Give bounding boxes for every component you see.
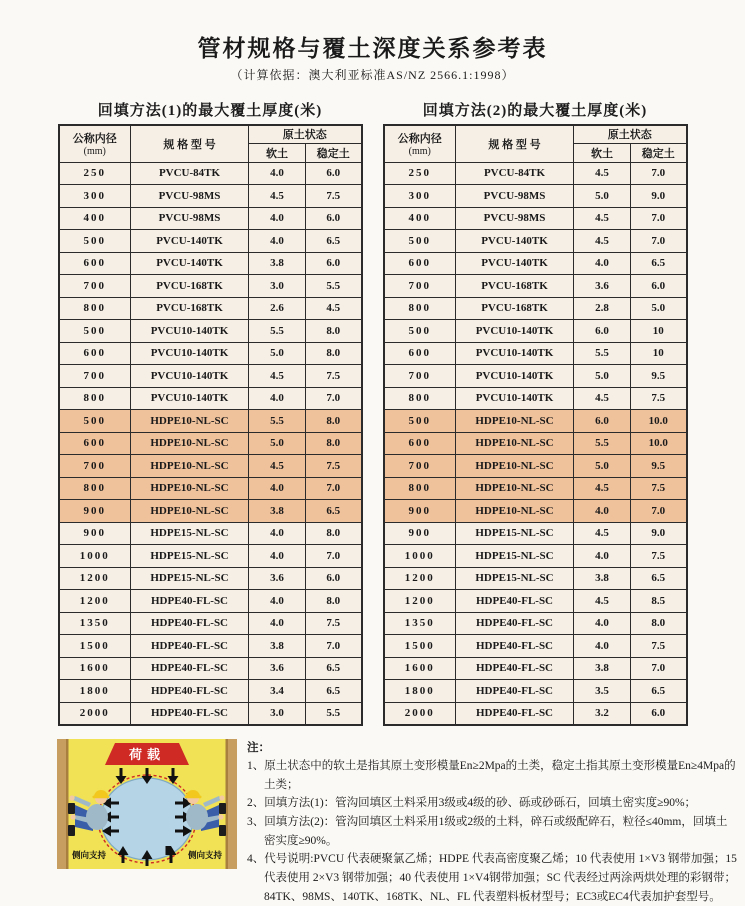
soft-soil-cell: 5.5 [574, 432, 631, 455]
diameter-cell: 600 [384, 252, 456, 275]
diameter-unit-label: (mm) [60, 146, 131, 157]
spec-cell: HDPE15-NL-SC [456, 522, 574, 545]
soft-soil-cell: 4.5 [574, 387, 631, 410]
diameter-cell: 1200 [384, 590, 456, 613]
soft-soil-cell: 4.0 [574, 500, 631, 523]
table-row [384, 320, 687, 343]
spec-cell: PVCU-140TK [131, 252, 249, 275]
table-row [59, 387, 362, 410]
diameter-cell: 500 [59, 230, 131, 253]
soft-soil-cell: 3.0 [249, 275, 306, 298]
stable-soil-cell: 10 [631, 320, 687, 343]
stable-soil-cell: 5.5 [306, 275, 362, 298]
stable-soil-cell: 6.0 [306, 567, 362, 590]
diameter-cell: 500 [59, 410, 131, 433]
soft-soil-cell: 3.6 [249, 657, 306, 680]
table-row [59, 275, 362, 298]
spec-cell: HDPE10-NL-SC [456, 500, 574, 523]
right-support-label: 侧向支持 [187, 850, 223, 860]
stable-soil-cell: 6.0 [306, 252, 362, 275]
diameter-cell: 500 [384, 320, 456, 343]
diameter-header-label: 公称内径 [385, 130, 456, 146]
stable-soil-cell: 6.5 [631, 252, 687, 275]
stable-soil-cell: 7.5 [306, 455, 362, 478]
stable-soil-cell: 6.5 [631, 680, 687, 703]
diameter-cell: 1500 [384, 635, 456, 658]
soft-soil-cell: 3.8 [574, 567, 631, 590]
diameter-cell: 700 [59, 275, 131, 298]
soft-soil-cell: 3.0 [249, 702, 306, 725]
diameter-cell: 900 [384, 500, 456, 523]
soft-soil-cell: 3.2 [574, 702, 631, 725]
soft-soil-cell: 4.0 [574, 545, 631, 568]
backfill-method-2-section [383, 99, 688, 726]
note-item-3: 3、回填方法(2)：管沟回填区土料采用1级或2级的土料，碎石或级配碎石，粒径≤40mm，回填土密实度≥90%。 [247, 813, 737, 850]
spec-cell: HDPE40-FL-SC [131, 702, 249, 725]
note-item-1: 1、原土状态中的软土是指其原土变形模量En≥2Mpa的土类，稳定土指其原土变形模量En≥4Mpa的土类； [247, 757, 737, 794]
stable-soil-header: 稳定土 [306, 143, 362, 162]
soft-soil-cell: 3.8 [249, 500, 306, 523]
diameter-cell: 700 [384, 455, 456, 478]
diameter-cell: 900 [59, 522, 131, 545]
diameter-cell: 1800 [59, 680, 131, 703]
spec-cell: HDPE40-FL-SC [131, 612, 249, 635]
note-item-2: 2、回填方法(1)：管沟回填区土料采用3级或4级的砂、砾或砂砾石，回填土密实度≥90%； [247, 794, 737, 813]
backfill-method-1-section [58, 99, 363, 726]
soft-soil-cell: 4.0 [249, 230, 306, 253]
diameter-cell: 600 [59, 432, 131, 455]
stable-soil-cell: 8.5 [631, 590, 687, 613]
table-row [59, 545, 362, 568]
spec-cell: HDPE40-FL-SC [131, 657, 249, 680]
stable-soil-cell: 7.0 [631, 500, 687, 523]
soft-soil-cell: 6.0 [574, 320, 631, 343]
stable-soil-cell: 9.5 [631, 365, 687, 388]
table-2-body [384, 162, 687, 725]
table-row [59, 320, 362, 343]
spec-cell: HDPE10-NL-SC [131, 477, 249, 500]
diameter-cell: 1600 [59, 657, 131, 680]
table-row [384, 432, 687, 455]
spec-cell: HDPE15-NL-SC [131, 522, 249, 545]
soft-soil-cell: 4.5 [574, 522, 631, 545]
pipe-cross-section [101, 778, 193, 860]
spec-cell: HDPE40-FL-SC [131, 680, 249, 703]
stable-soil-cell: 7.0 [306, 545, 362, 568]
soft-soil-cell: 4.0 [249, 477, 306, 500]
diameter-cell: 800 [59, 477, 131, 500]
soft-soil-cell: 4.5 [574, 590, 631, 613]
soft-soil-header: 软土 [574, 143, 631, 162]
stable-soil-cell: 7.0 [306, 477, 362, 500]
soft-soil-cell: 5.0 [574, 365, 631, 388]
diameter-cell: 400 [384, 207, 456, 230]
diameter-cell: 600 [384, 432, 456, 455]
diameter-cell: 500 [384, 410, 456, 433]
diameter-cell: 1000 [59, 545, 131, 568]
stable-soil-header: 稳定土 [631, 143, 687, 162]
table-row [59, 432, 362, 455]
pipe-load-illustration [57, 739, 237, 869]
table-row [59, 455, 362, 478]
stable-soil-cell: 8.0 [306, 590, 362, 613]
left-support-label: 侧向支持 [71, 850, 107, 860]
stable-soil-cell: 6.0 [631, 702, 687, 725]
spec-cell: HDPE40-FL-SC [131, 635, 249, 658]
stable-soil-cell: 6.5 [306, 680, 362, 703]
table-row [384, 185, 687, 208]
stable-soil-cell: 7.0 [631, 162, 687, 185]
soft-soil-cell: 2.8 [574, 297, 631, 320]
stable-soil-cell: 8.0 [306, 342, 362, 365]
stable-soil-cell: 6.0 [306, 207, 362, 230]
spec-cell: HDPE40-FL-SC [456, 680, 574, 703]
table-row [384, 365, 687, 388]
diameter-cell: 800 [384, 477, 456, 500]
soft-soil-cell: 4.0 [574, 612, 631, 635]
soil-state-header: 原土状态 [574, 125, 687, 143]
soft-soil-cell: 4.0 [574, 635, 631, 658]
stable-soil-cell: 7.0 [631, 230, 687, 253]
table-row [59, 477, 362, 500]
soft-soil-cell: 4.5 [574, 477, 631, 500]
diameter-cell: 700 [384, 275, 456, 298]
stable-soil-cell: 7.5 [306, 365, 362, 388]
diameter-header-label: 公称内径 [60, 130, 131, 146]
table-row [59, 162, 362, 185]
soft-soil-cell: 4.0 [249, 590, 306, 613]
table-row [59, 207, 362, 230]
spec-cell: PVCU10-140TK [131, 320, 249, 343]
soft-soil-cell: 2.6 [249, 297, 306, 320]
diameter-cell: 700 [384, 365, 456, 388]
stable-soil-cell: 4.5 [306, 297, 362, 320]
spec-cell: HDPE10-NL-SC [456, 410, 574, 433]
stable-soil-cell: 10 [631, 342, 687, 365]
table-row [384, 657, 687, 680]
diameter-cell: 700 [59, 455, 131, 478]
page-subtitle: （计算依据：澳大利亚标准AS/NZ 2566.1:1998） [0, 66, 745, 83]
stable-soil-cell: 7.5 [631, 477, 687, 500]
tables-row [0, 99, 745, 726]
stable-soil-cell: 9.5 [631, 455, 687, 478]
table-row [59, 500, 362, 523]
spec-cell: PVCU-140TK [456, 252, 574, 275]
diameter-cell: 800 [384, 297, 456, 320]
spec-cell: HDPE40-FL-SC [456, 612, 574, 635]
table-row [59, 702, 362, 725]
stable-soil-cell: 6.5 [631, 567, 687, 590]
spec-cell: PVCU10-140TK [456, 387, 574, 410]
spec-cell: HDPE40-FL-SC [456, 657, 574, 680]
soft-soil-cell: 4.0 [249, 522, 306, 545]
table-row [384, 477, 687, 500]
soft-soil-cell: 4.0 [249, 207, 306, 230]
table-row [384, 612, 687, 635]
diameter-header [384, 125, 456, 162]
diameter-cell: 1000 [384, 545, 456, 568]
table-row [384, 455, 687, 478]
stable-soil-cell: 5.5 [306, 702, 362, 725]
table-row [59, 252, 362, 275]
spec-cell: PVCU-98MS [131, 185, 249, 208]
diameter-unit-label: (mm) [385, 146, 456, 157]
stable-soil-cell: 7.0 [306, 387, 362, 410]
table-row [384, 252, 687, 275]
table-row [384, 207, 687, 230]
table-row [59, 680, 362, 703]
spec-header: 规 格 型 号 [456, 125, 574, 162]
table-row [59, 657, 362, 680]
stable-soil-cell: 6.5 [306, 657, 362, 680]
table-row [384, 297, 687, 320]
diameter-cell: 1200 [384, 567, 456, 590]
table-row [384, 410, 687, 433]
table-row [384, 702, 687, 725]
stable-soil-cell: 6.5 [306, 500, 362, 523]
diameter-cell: 2000 [384, 702, 456, 725]
spec-cell: PVCU-168TK [456, 275, 574, 298]
stable-soil-cell: 7.5 [306, 185, 362, 208]
table-row [59, 612, 362, 635]
table-row [384, 680, 687, 703]
soft-soil-cell: 4.0 [249, 612, 306, 635]
backfill-method-2-table [383, 124, 688, 726]
soft-soil-cell: 5.0 [249, 432, 306, 455]
table-row [59, 230, 362, 253]
spec-cell: PVCU-98MS [456, 207, 574, 230]
diameter-cell: 1200 [59, 567, 131, 590]
stable-soil-cell: 8.0 [306, 320, 362, 343]
diameter-cell: 600 [59, 342, 131, 365]
diameter-cell: 900 [59, 500, 131, 523]
soft-soil-cell: 5.0 [249, 342, 306, 365]
stable-soil-cell: 6.0 [631, 275, 687, 298]
diameter-cell: 400 [59, 207, 131, 230]
stable-soil-cell: 8.0 [306, 522, 362, 545]
table-row [384, 635, 687, 658]
spec-cell: HDPE15-NL-SC [131, 567, 249, 590]
diameter-cell: 250 [59, 162, 131, 185]
table-row [59, 567, 362, 590]
table-row [384, 545, 687, 568]
spec-cell: PVCU10-140TK [131, 387, 249, 410]
spec-cell: PVCU10-140TK [456, 342, 574, 365]
spec-cell: HDPE40-FL-SC [131, 590, 249, 613]
table-row [59, 635, 362, 658]
spec-cell: PVCU-98MS [131, 207, 249, 230]
soft-soil-header: 软土 [249, 143, 306, 162]
spec-cell: HDPE15-NL-SC [456, 567, 574, 590]
table-row [384, 522, 687, 545]
spec-cell: HDPE10-NL-SC [456, 455, 574, 478]
stable-soil-cell: 7.5 [631, 635, 687, 658]
table-row [59, 522, 362, 545]
spec-cell: PVCU-168TK [456, 297, 574, 320]
spec-cell: PVCU-140TK [131, 230, 249, 253]
soft-soil-cell: 4.0 [249, 162, 306, 185]
stable-soil-cell: 6.5 [306, 230, 362, 253]
soft-soil-cell: 4.0 [249, 387, 306, 410]
table-row [384, 387, 687, 410]
spec-cell: PVCU10-140TK [131, 342, 249, 365]
spec-cell: PVCU-84TK [131, 162, 249, 185]
spec-cell: HDPE40-FL-SC [456, 702, 574, 725]
soft-soil-cell: 6.0 [574, 410, 631, 433]
stable-soil-cell: 7.0 [631, 657, 687, 680]
soft-soil-cell: 3.4 [249, 680, 306, 703]
stable-soil-cell: 8.0 [306, 410, 362, 433]
stable-soil-cell: 10.0 [631, 432, 687, 455]
stable-soil-cell: 8.0 [631, 612, 687, 635]
document-header [0, 0, 745, 83]
diameter-cell: 900 [384, 522, 456, 545]
stable-soil-cell: 9.0 [631, 185, 687, 208]
diameter-cell: 800 [59, 387, 131, 410]
load-label: 荷载 [129, 747, 165, 762]
spec-cell: HDPE40-FL-SC [456, 590, 574, 613]
diameter-cell: 300 [384, 185, 456, 208]
soft-soil-cell: 4.0 [574, 252, 631, 275]
diameter-cell: 1350 [384, 612, 456, 635]
soft-soil-cell: 4.5 [249, 185, 306, 208]
diameter-cell: 1200 [59, 590, 131, 613]
stable-soil-cell: 6.0 [306, 162, 362, 185]
soft-soil-cell: 5.5 [249, 410, 306, 433]
spec-cell: PVCU10-140TK [456, 365, 574, 388]
spec-cell: PVCU10-140TK [131, 365, 249, 388]
page-title: 管材规格与覆土深度关系参考表 [0, 30, 745, 63]
soft-soil-cell: 3.6 [574, 275, 631, 298]
soft-soil-cell: 5.5 [574, 342, 631, 365]
soft-soil-cell: 5.0 [574, 455, 631, 478]
diameter-cell: 1600 [384, 657, 456, 680]
soil-state-header: 原土状态 [249, 125, 362, 143]
notes-section [237, 739, 737, 906]
table-row [59, 365, 362, 388]
soft-soil-cell: 5.0 [574, 185, 631, 208]
diameter-cell: 2000 [59, 702, 131, 725]
stable-soil-cell: 7.0 [631, 207, 687, 230]
diameter-cell: 1350 [59, 612, 131, 635]
spec-cell: HDPE40-FL-SC [456, 635, 574, 658]
spec-cell: HDPE10-NL-SC [456, 477, 574, 500]
bottom-row [0, 739, 745, 906]
stable-soil-cell: 7.0 [306, 635, 362, 658]
diameter-cell: 1800 [384, 680, 456, 703]
spec-cell: PVCU-140TK [456, 230, 574, 253]
spec-cell: PVCU-168TK [131, 275, 249, 298]
spec-cell: HDPE10-NL-SC [131, 455, 249, 478]
notes-title: 注： [247, 739, 737, 758]
diameter-cell: 600 [59, 252, 131, 275]
soft-soil-cell: 3.6 [249, 567, 306, 590]
table-row [384, 275, 687, 298]
notes-list [247, 757, 737, 906]
table-row [384, 590, 687, 613]
diameter-cell: 500 [384, 230, 456, 253]
diameter-cell: 250 [384, 162, 456, 185]
soft-soil-cell: 4.5 [574, 230, 631, 253]
diameter-header [59, 125, 131, 162]
table-row [59, 185, 362, 208]
note-item-4: 4、代号说明:PVCU 代表硬聚氯乙烯；HDPE 代表高密度聚乙烯；10 代表使用 1×V3 钢带加强；15 代表使用 2×V3 钢带加强；40 代表使用 1×V4钢带加强；SC 代表经过两涂两烘处理的彩钢带；84TK、98MS、140TK、168TK、NL、FL 代表塑料板材型号；EC3或EC4代表加护套型号。 [247, 850, 737, 906]
soft-soil-cell: 3.8 [249, 635, 306, 658]
spec-cell: HDPE10-NL-SC [131, 500, 249, 523]
soft-soil-cell: 4.5 [249, 365, 306, 388]
soft-soil-cell: 4.0 [249, 545, 306, 568]
soft-soil-cell: 4.5 [574, 207, 631, 230]
spec-cell: PVCU-84TK [456, 162, 574, 185]
spec-cell: HDPE10-NL-SC [456, 432, 574, 455]
spec-cell: HDPE10-NL-SC [131, 432, 249, 455]
soft-soil-cell: 3.8 [574, 657, 631, 680]
table-row [59, 590, 362, 613]
table-row [59, 410, 362, 433]
stable-soil-cell: 9.0 [631, 522, 687, 545]
stable-soil-cell: 10.0 [631, 410, 687, 433]
stable-soil-cell: 7.5 [631, 387, 687, 410]
diameter-cell: 800 [384, 387, 456, 410]
soft-soil-cell: 4.5 [249, 455, 306, 478]
backfill-method-1-table [58, 124, 363, 726]
spec-cell: PVCU-98MS [456, 185, 574, 208]
spec-cell: HDPE15-NL-SC [456, 545, 574, 568]
diameter-cell: 1500 [59, 635, 131, 658]
soft-soil-cell: 3.5 [574, 680, 631, 703]
stable-soil-cell: 7.5 [631, 545, 687, 568]
table-row [384, 162, 687, 185]
spec-cell: PVCU10-140TK [456, 320, 574, 343]
table-row [59, 342, 362, 365]
soft-soil-cell: 4.5 [574, 162, 631, 185]
table-2-title: 回填方法(2)的最大覆土厚度(米) [383, 99, 688, 120]
stable-soil-cell: 8.0 [306, 432, 362, 455]
soft-soil-cell: 5.5 [249, 320, 306, 343]
table-row [384, 230, 687, 253]
table-1-body [59, 162, 362, 725]
spec-cell: HDPE15-NL-SC [131, 545, 249, 568]
table-1-title: 回填方法(1)的最大覆土厚度(米) [58, 99, 363, 120]
diameter-cell: 500 [59, 320, 131, 343]
diameter-cell: 600 [384, 342, 456, 365]
diameter-cell: 300 [59, 185, 131, 208]
soft-soil-cell: 3.8 [249, 252, 306, 275]
stable-soil-cell: 5.0 [631, 297, 687, 320]
spec-cell: PVCU-168TK [131, 297, 249, 320]
stable-soil-cell: 7.5 [306, 612, 362, 635]
table-row [384, 567, 687, 590]
diameter-cell: 700 [59, 365, 131, 388]
table-row [59, 297, 362, 320]
spec-header: 规 格 型 号 [131, 125, 249, 162]
table-row [384, 500, 687, 523]
spec-cell: HDPE10-NL-SC [131, 410, 249, 433]
table-row [384, 342, 687, 365]
diameter-cell: 800 [59, 297, 131, 320]
